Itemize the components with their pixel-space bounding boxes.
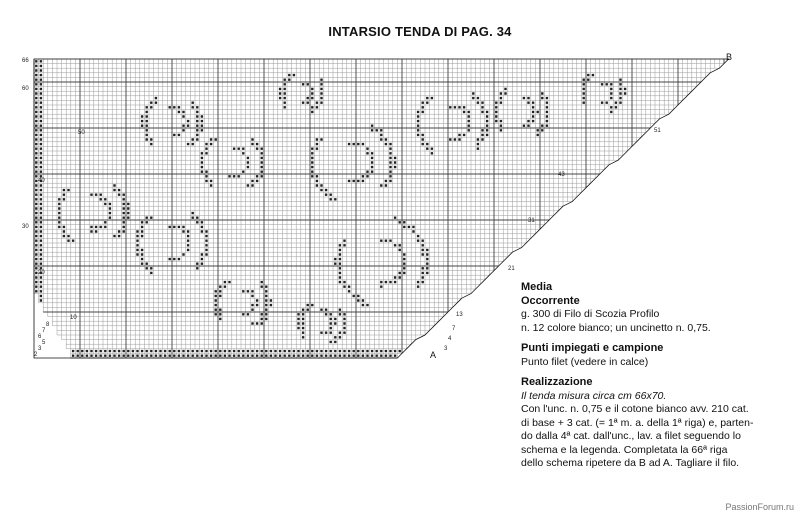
row-label: 50: [78, 130, 85, 136]
row-label: 7: [42, 328, 46, 334]
row-label: 20: [38, 270, 45, 276]
text-line: g. 300 di Filo di Scozia Profilo: [521, 308, 660, 320]
row-label: 13: [456, 312, 463, 318]
row-label: 10: [70, 315, 77, 321]
text-line: Con l'unc. n. 0,75 e il cotone bianco avv. 210 cat.: [521, 403, 749, 415]
row-label: 4: [448, 336, 452, 342]
row-label: 40: [38, 178, 45, 184]
row-label: 3: [38, 346, 42, 352]
instructions: [521, 281, 791, 471]
text-line: Punto filet (vedere in calce): [521, 355, 649, 368]
text-line: schema e la legenda. Completata la 66ª riga: [521, 443, 728, 456]
row-label: 43: [558, 172, 565, 178]
row-label: 2: [34, 352, 38, 358]
row-label: 3: [444, 346, 448, 352]
row-label: 7: [452, 326, 456, 332]
text-line: n. 12 colore bianco; un uncinetto n. 0,75.: [521, 321, 711, 334]
row-label: 21: [508, 266, 515, 272]
row-label: 66: [22, 58, 29, 64]
page-title: INTARSIO TENDA DI PAG. 34: [328, 24, 512, 39]
section-media: Media: [521, 281, 553, 293]
row-label: 5: [42, 340, 46, 346]
section-punti: Punti impiegati e campione: [521, 342, 664, 354]
row-label: 51: [654, 128, 661, 134]
watermark: PassionForum.ru: [725, 502, 794, 512]
row-label: 60: [22, 86, 29, 92]
row-label: 8: [46, 322, 50, 328]
text-line: Il tenda misura circa cm 66x70.: [521, 389, 667, 402]
row-label: 31: [528, 218, 535, 224]
section-realizzazione: Realizzazione: [521, 376, 593, 388]
section-occorrente: Occorrente: [521, 294, 580, 307]
text-line: dello schema ripetere da B ad A. Tagliare il filo.: [521, 457, 740, 469]
marker-a: A: [430, 350, 437, 360]
text-line: di base + 3 cat. (= 1ª m. a. della 1ª riga) e, parten-: [521, 416, 754, 429]
row-label: 6: [38, 334, 42, 340]
marker-b: B: [726, 52, 733, 62]
row-label: 30: [22, 224, 29, 230]
text-line: do dalla 4ª cat. dall'unc., lav. a filet seguendo lo: [521, 430, 741, 442]
